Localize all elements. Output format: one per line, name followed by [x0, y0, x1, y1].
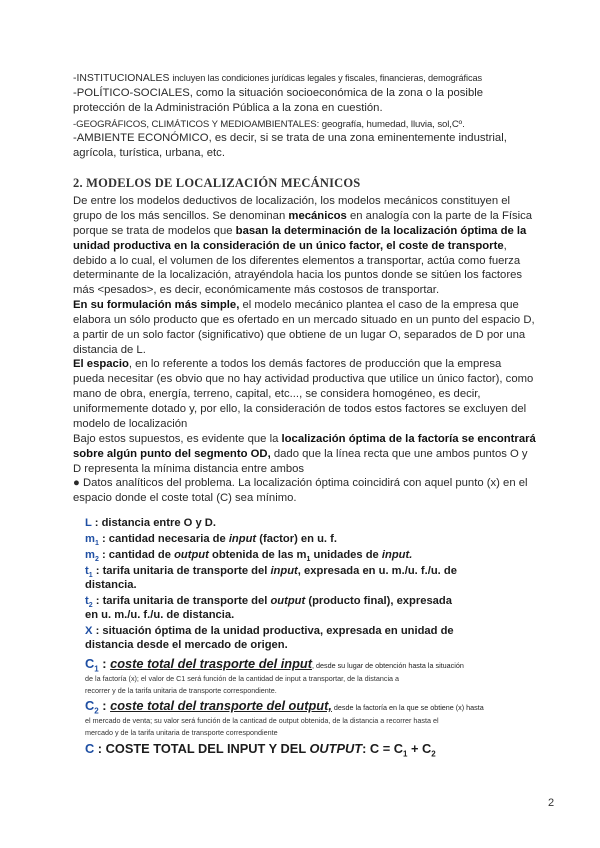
- bold-term: El espacio: [73, 358, 129, 370]
- subscript: 2: [94, 556, 99, 564]
- text-line: espacio donde el coste total (C) sea mínimo.: [73, 492, 297, 504]
- symbol: t: [85, 595, 89, 607]
- text-span: grupo de los más sencillos. Se denominan: [73, 210, 289, 222]
- definition-text: , expresada en u. m./u. f./u. de: [297, 565, 457, 577]
- symbol: C: [85, 698, 95, 713]
- definition-text: : cantidad de: [98, 549, 175, 561]
- section-heading: 2. MODELOS DE LOCALIZACIÓN MECÁNICOS: [73, 176, 361, 190]
- text-line: D representa la mínima distancia entre ambos: [73, 463, 305, 475]
- definition-text: unidades de: [310, 549, 382, 561]
- bold-term: unidad productiva en la consideración de un único factor, el coste de transporte: [73, 240, 504, 252]
- text-line: modelo de localización: [73, 418, 188, 430]
- symbol: m: [85, 549, 95, 561]
- text-span: , en lo referente a todos los demás factores de producción que la empresa: [128, 358, 502, 370]
- definition-italic: input: [228, 533, 257, 545]
- text-line: [73, 239, 507, 254]
- definition-t1: [85, 564, 457, 583]
- definition-C1-small: de la factoría (x); el valor de C1 será función de la cantidad de input a transportar, de la distancia a: [85, 674, 400, 683]
- equation: + C: [407, 741, 432, 756]
- subscript: 1: [94, 540, 99, 548]
- text-span: en analogía con la parte de la Física: [346, 210, 533, 222]
- bold-term: basan la determinación de la localización óptima de la: [235, 225, 527, 237]
- text-span: el modelo mecánico plantea el caso de la empresa que: [239, 299, 519, 311]
- text-line: pueda necesitar (es obvio que no hay actividad productiva que utilice un único factor), como: [73, 373, 534, 385]
- definition-text: (factor) en u. f.: [256, 533, 337, 545]
- definition-text: : situación óptima de la unidad productiva, expresada en unidad de: [92, 625, 454, 637]
- definition-C2-small: el mercado de venta; su valor será función de la canticad de output obtenida, de la distancia a recorrer hasta el: [85, 716, 439, 725]
- subscript: 2: [431, 749, 436, 759]
- definition-text: obtenida de las m: [208, 549, 307, 561]
- definition-t2-cont: en u. m./u. f./u. de distancia.: [85, 609, 235, 621]
- subscript: 1: [94, 664, 99, 674]
- page-number: 2: [548, 797, 555, 809]
- definition-italic: input.: [381, 549, 413, 561]
- definition-L: [85, 516, 216, 530]
- text-line: [73, 224, 526, 239]
- subscript: 1: [88, 572, 93, 580]
- definition-t1-cont: distancia.: [85, 579, 137, 591]
- text-line: elabora un sólo producto que es ofertado en un mercado situado en un punto del espacio D,: [73, 314, 535, 326]
- symbol: X: [85, 625, 93, 637]
- text-line: -POLÍTICO-SOCIALES, como la situación socioeconómica de la zona o la posible: [73, 87, 484, 99]
- text-line: -GEOGRÁFICOS, CLIMÁTICOS Y MEDIOAMBIENTALES: geografía, humedad, lluvia, sol,Cº.: [73, 119, 465, 130]
- symbol: C: [85, 741, 95, 756]
- bold-term: sobre algún punto del segmento OD,: [73, 448, 271, 460]
- definition-X-cont: distancia desde el mercado de origen.: [85, 639, 288, 651]
- bold-term: mecánicos: [288, 210, 347, 222]
- definition-italic: input: [270, 565, 298, 577]
- text-line: agrícola, turística, urbana, etc.: [73, 147, 225, 159]
- definition-text: : distancia entre O y D.: [91, 517, 216, 529]
- text-span: porque se trata de modelos que: [73, 225, 236, 237]
- text-line: más <pesados>, es decir, económicamente más costosos de transportar.: [73, 284, 440, 296]
- text-line: [73, 357, 501, 372]
- definition-text: : cantidad necesaria de: [98, 533, 229, 545]
- text-line: determinante de la localización, atrayéndola hacia los puntos donde se sitúen los factores: [73, 269, 523, 281]
- definition-italic: output: [270, 595, 306, 607]
- text-line: De entre los modelos deductivos de localización, los modelos mecánicos constituyen el: [73, 195, 511, 207]
- text-line: -AMBIENTE ECONÓMICO, es decir, si se trata de una zona eminentemente industrial,: [73, 132, 507, 144]
- text-line: a partir de un solo factor (significativo) que obtiene de un lugar O, separados de D por una: [73, 329, 526, 341]
- text-line: debido a lo cual, el volumen de los diferentes elementos a transportar, actúa como fuerza: [73, 255, 521, 267]
- subscript: 2: [88, 602, 93, 610]
- definition-text: : COSTE TOTAL DEL INPUT Y DEL: [94, 741, 310, 756]
- text-line: uniformemente dotado y, por ello, la consideración de todos estos factores se excluyen del: [73, 403, 527, 415]
- subscript: 1: [402, 749, 408, 759]
- text-line: protección de la Administración Pública a la zona en cuestión.: [73, 102, 383, 114]
- symbol: C: [85, 656, 95, 671]
- text-line: [73, 298, 519, 313]
- bold-term: En su formulación más simple,: [73, 299, 240, 311]
- definition-text: :: [98, 698, 111, 713]
- text-line: [73, 209, 532, 224]
- symbol: L: [85, 517, 92, 529]
- text-line: [73, 432, 536, 447]
- bold-term: localización óptima de la factoría se encontrará: [281, 433, 536, 445]
- definition-C1-small: recorrer y de la tarifa unitaria de transporte correspondiente.: [85, 686, 277, 695]
- subscript: 2: [94, 706, 99, 716]
- definition-text: (producto final), expresada: [305, 595, 452, 607]
- equation: : C = C: [362, 741, 403, 756]
- definition-C2-small: mercado y de la tarifa unitaria de transporte correspondiente: [85, 728, 278, 737]
- text-line: [73, 71, 482, 86]
- symbol: t: [85, 565, 89, 577]
- definition-small: , desde su lugar de obtención hasta la situación: [312, 661, 464, 670]
- text-span: -INSTITUCIONALES: [73, 73, 173, 84]
- subscript: 1: [306, 556, 311, 564]
- definition-underlined: coste total del transporte del output,: [110, 698, 332, 713]
- definition-C-total: [85, 742, 436, 762]
- text-span: ,: [503, 240, 507, 252]
- text-span: dado que la línea recta que une ambos puntos O y: [270, 448, 528, 460]
- definition-italic: output: [174, 549, 209, 561]
- definition-underlined: coste total del trasporte del input: [110, 656, 313, 671]
- text-line: ● Datos analíticos del problema. La localización óptima coincidirá con aquel punto (x) en el: [73, 477, 528, 489]
- definition-X: [85, 624, 454, 638]
- text-line: mano de obra, energía, terreno, capital, etc..., se considera homogéneo, es decir,: [73, 388, 481, 400]
- symbol: m: [85, 533, 95, 545]
- text-line: [73, 447, 528, 462]
- definition-italic: OUTPUT: [309, 741, 363, 756]
- definition-text: : tarifa unitaria de transporte del: [92, 565, 271, 577]
- text-span: Bajo estos supuestos, es evidente que la: [73, 433, 282, 445]
- text-line: distancia de L.: [73, 344, 146, 356]
- definition-text: :: [98, 656, 111, 671]
- definition-text: : tarifa unitaria de transporte del: [92, 595, 271, 607]
- text-span: incluyen las condiciones jurídicas legales y fiscales, financieras, demográficas: [172, 73, 482, 83]
- definition-small: desde la factoría en la que se obtiene (x) hasta: [331, 703, 484, 712]
